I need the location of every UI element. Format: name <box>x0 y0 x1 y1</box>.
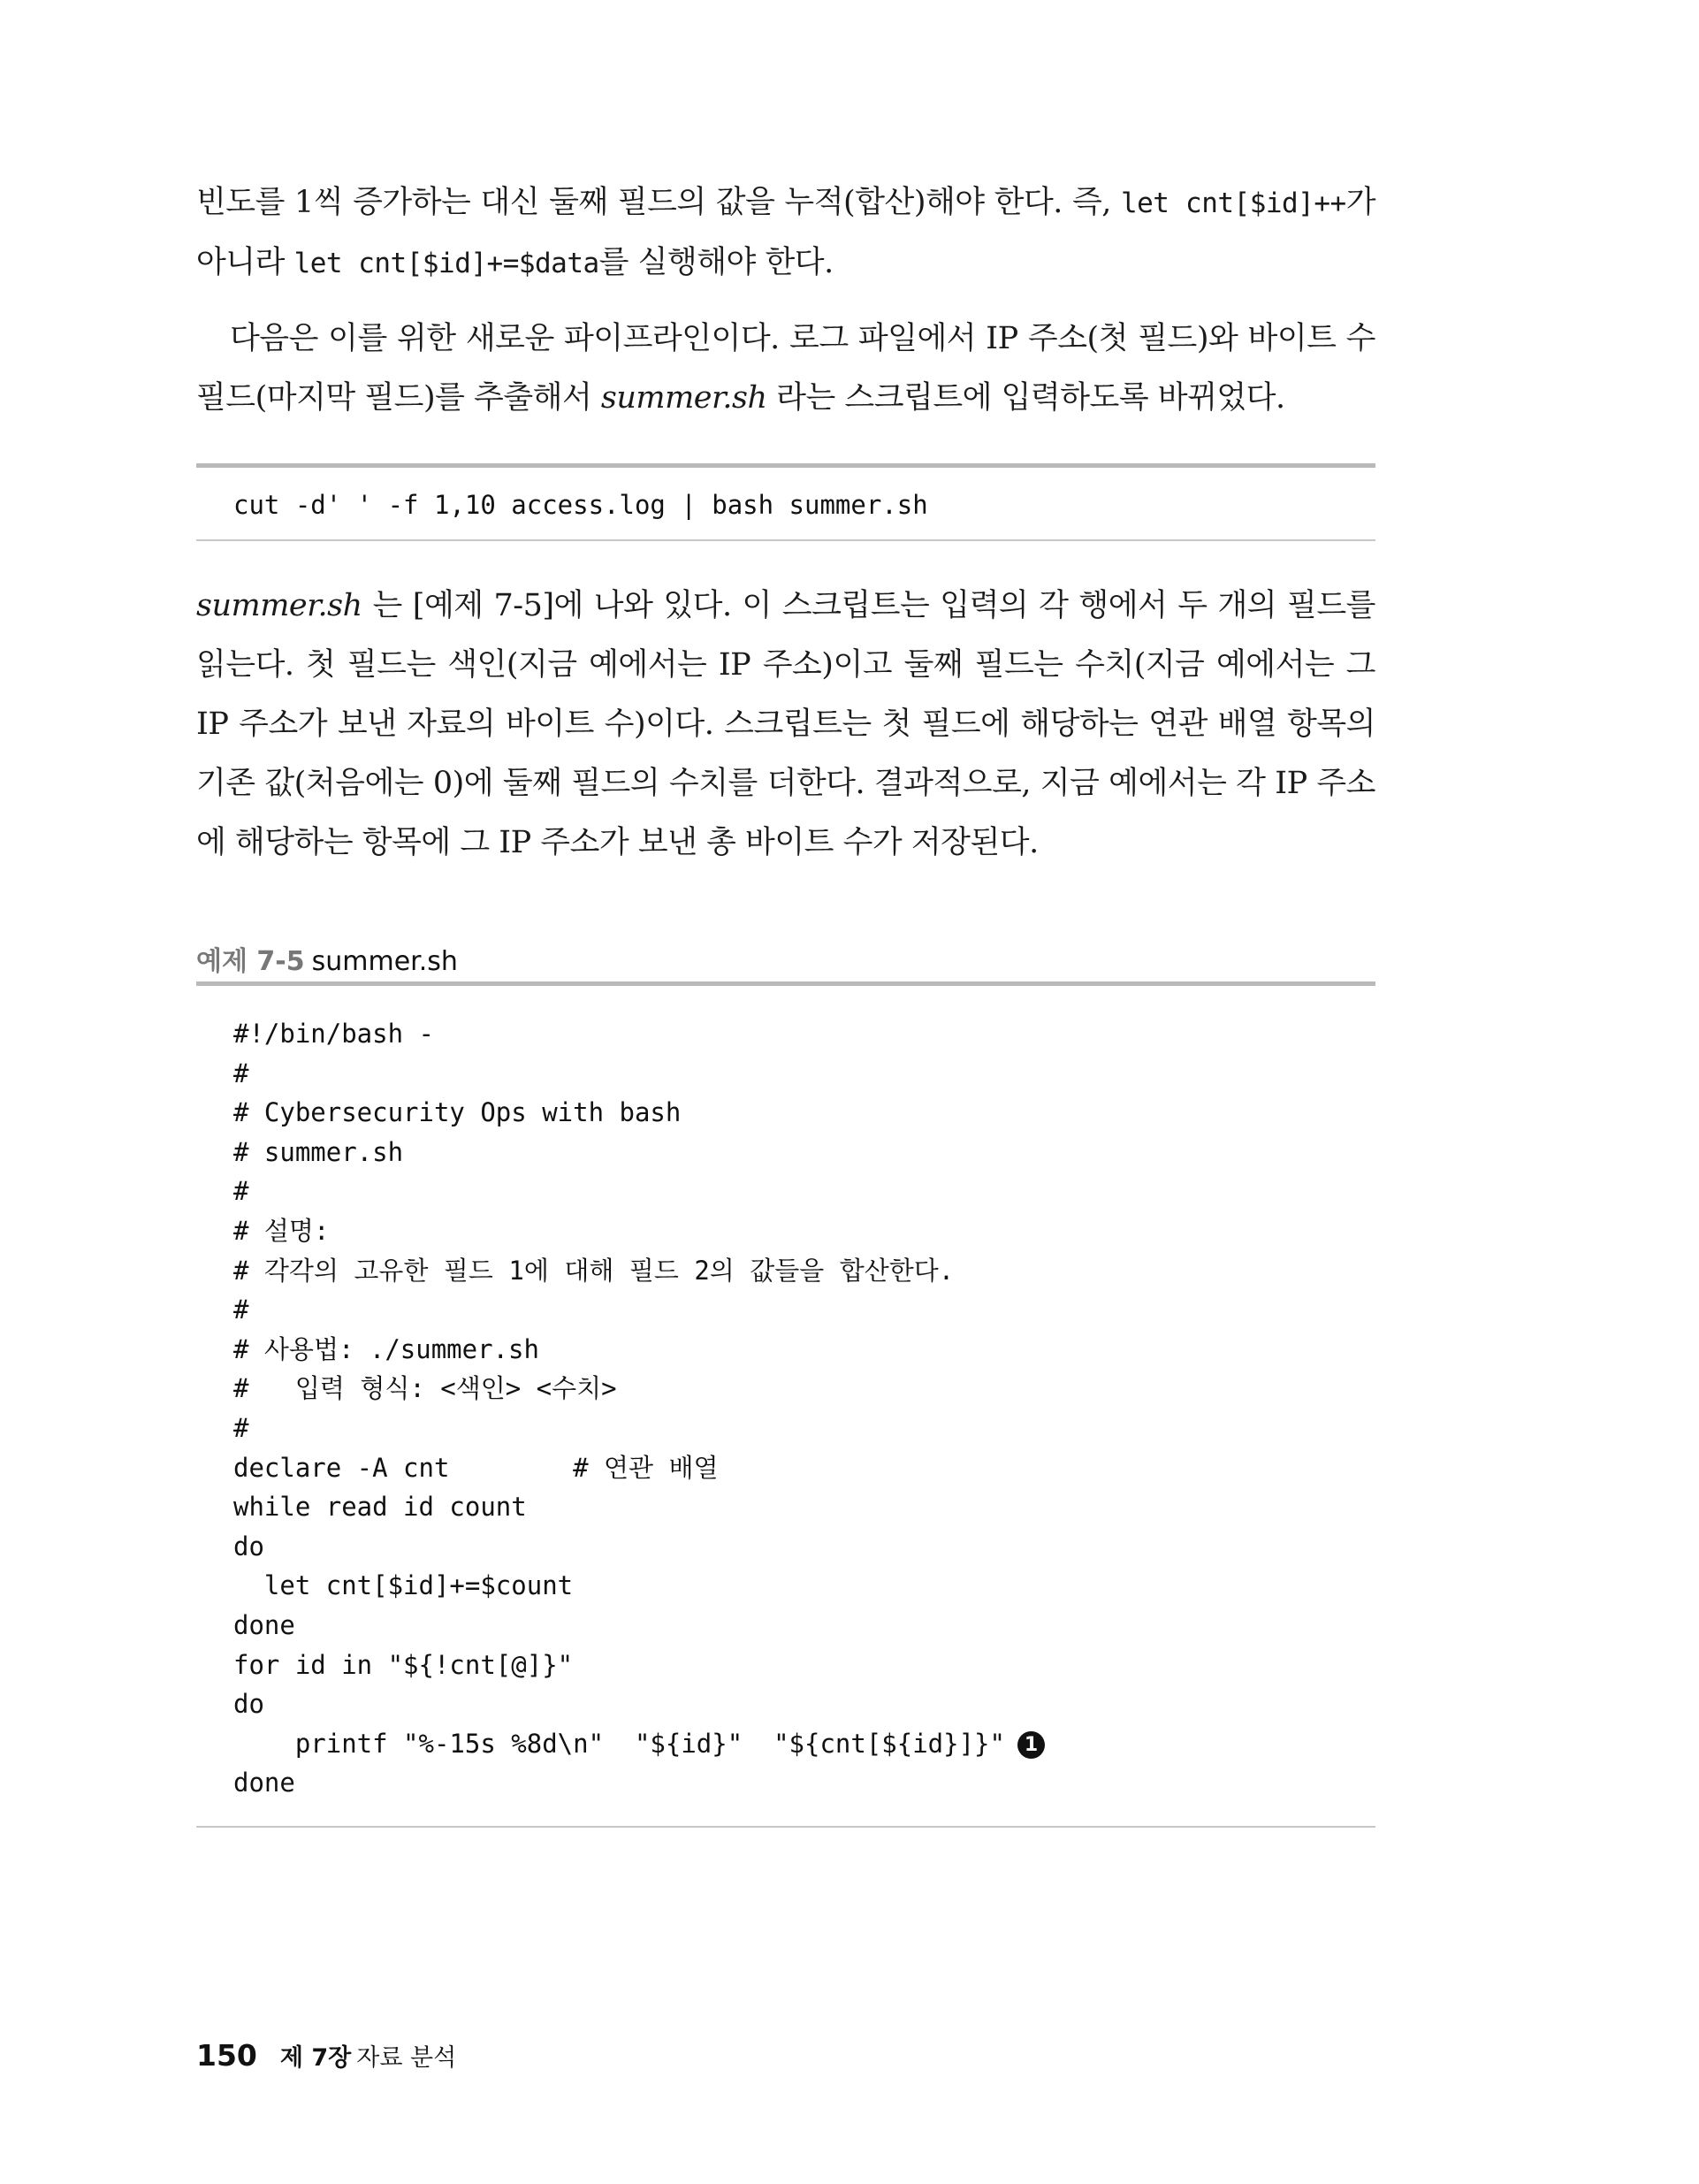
code-line <box>196 1251 1375 1291</box>
code-line <box>196 1014 1375 1054</box>
script-name: summer.sh <box>196 588 362 623</box>
page-footer <box>196 2038 456 2073</box>
code-line <box>196 1527 1375 1567</box>
code-text: # 입력 형식: <색인> <수치> <box>233 1373 617 1404</box>
code-line <box>196 1646 1375 1685</box>
example-caption <box>196 939 458 978</box>
code-text: # 사용법: ./summer.sh <box>233 1333 539 1364</box>
code-text: # <box>233 1176 249 1207</box>
code-text: # <box>233 1412 249 1443</box>
body-paragraph-2 <box>196 309 1375 428</box>
paragraph-text: 가 아니라 <box>196 185 1375 280</box>
code-line <box>196 1724 1375 1764</box>
body-paragraph-3 <box>196 577 1375 873</box>
code-line <box>196 1448 1375 1488</box>
script-name: summer.sh <box>600 380 767 416</box>
paragraph-text: 라는 스크립트에 입력하도록 바뀌었다. <box>766 380 1285 416</box>
code-line <box>196 1409 1375 1448</box>
code-line <box>196 1684 1375 1724</box>
code-line <box>196 1487 1375 1527</box>
chapter-title: 자료 분석 <box>356 2044 457 2072</box>
code-line <box>196 1093 1375 1133</box>
callout-marker: 1 <box>1017 1731 1045 1759</box>
code-text: printf "%-15s %8d\n" "${id}" "${cnt[${id}]}" <box>233 1728 1005 1759</box>
code-text: declare -A cnt # 연관 배열 <box>233 1452 719 1483</box>
code-line <box>196 1763 1375 1803</box>
code-line <box>196 1054 1375 1094</box>
paragraph-text: 를 실행해야 한다. <box>598 245 834 280</box>
code-line <box>196 1606 1375 1646</box>
code-text: # <box>233 1058 249 1088</box>
code-text: do <box>233 1689 264 1720</box>
code-text: # summer.sh <box>233 1136 404 1167</box>
code-text: # 각각의 고유한 필드 1에 대해 필드 2의 값들을 합산한다. <box>233 1255 955 1286</box>
code-text: #!/bin/bash - <box>233 1019 434 1049</box>
code-text: done <box>233 1768 295 1798</box>
pipeline-command: cut -d' ' -f 1,10 access.log | bash summer.sh <box>233 490 928 520</box>
example-code-block <box>196 981 1375 1828</box>
pipeline-code-block <box>196 463 1375 541</box>
code-text: while read id count <box>233 1492 527 1523</box>
inline-code: let cnt[$id]+=$data <box>293 248 599 279</box>
code-text: do <box>233 1531 264 1562</box>
code-text: # 설명: <box>233 1215 330 1246</box>
code-line <box>196 1369 1375 1409</box>
page-number: 150 <box>196 2038 257 2073</box>
code-text: for id in "${!cnt[@]}" <box>233 1649 574 1680</box>
code-line <box>196 1290 1375 1330</box>
code-line <box>196 1211 1375 1251</box>
paragraph-text: 다음은 이를 위한 새로운 파이프라인이다. 로그 파일에서 IP 주소(첫 필드)와 바이트 수 필드(마지막 필드)를 추출해서 <box>196 321 1375 416</box>
paragraph-text: 빈도를 1씩 증가하는 대신 둘째 필드의 값을 누적(합산)해야 한다. 즉, <box>196 185 1121 220</box>
body-paragraph-1 <box>196 173 1375 294</box>
code-line <box>196 1330 1375 1370</box>
example-label: 예제 7-5 <box>196 946 305 977</box>
paragraph-text: 는 [예제 7-5]에 나와 있다. 이 스크립트는 입력의 각 행에서 두 개의 필드를 읽는다. 첫 필드는 색인(지금 예에서는 IP 주소)이고 둘째 필드는 수치(지금 예에서는 그 IP 주소가 보낸 자료의 바이트 수)이다. 스크립트는 첫 필드에 해당하는 연관 배열 항목의 기존 값(처음에는 0)에 둘째 필드의 수치를 더한다. 결과적으로, 지금 예에서는 각 IP 주소에 해당하는 항목에 그 IP 주소가 보낸 총 바이트 수가 저장된다. <box>196 588 1375 860</box>
code-text: let cnt[$id]+=$count <box>233 1570 574 1601</box>
code-line <box>196 1133 1375 1172</box>
code-line <box>196 1566 1375 1606</box>
code-line <box>196 1172 1375 1211</box>
inline-code: let cnt[$id]++ <box>1120 187 1346 219</box>
code-text: # Cybersecurity Ops with bash <box>233 1097 682 1128</box>
chapter-label: 제 7장 <box>279 2044 352 2072</box>
code-text: done <box>233 1609 295 1640</box>
code-text: # <box>233 1294 249 1325</box>
example-title: summer.sh <box>311 946 458 977</box>
